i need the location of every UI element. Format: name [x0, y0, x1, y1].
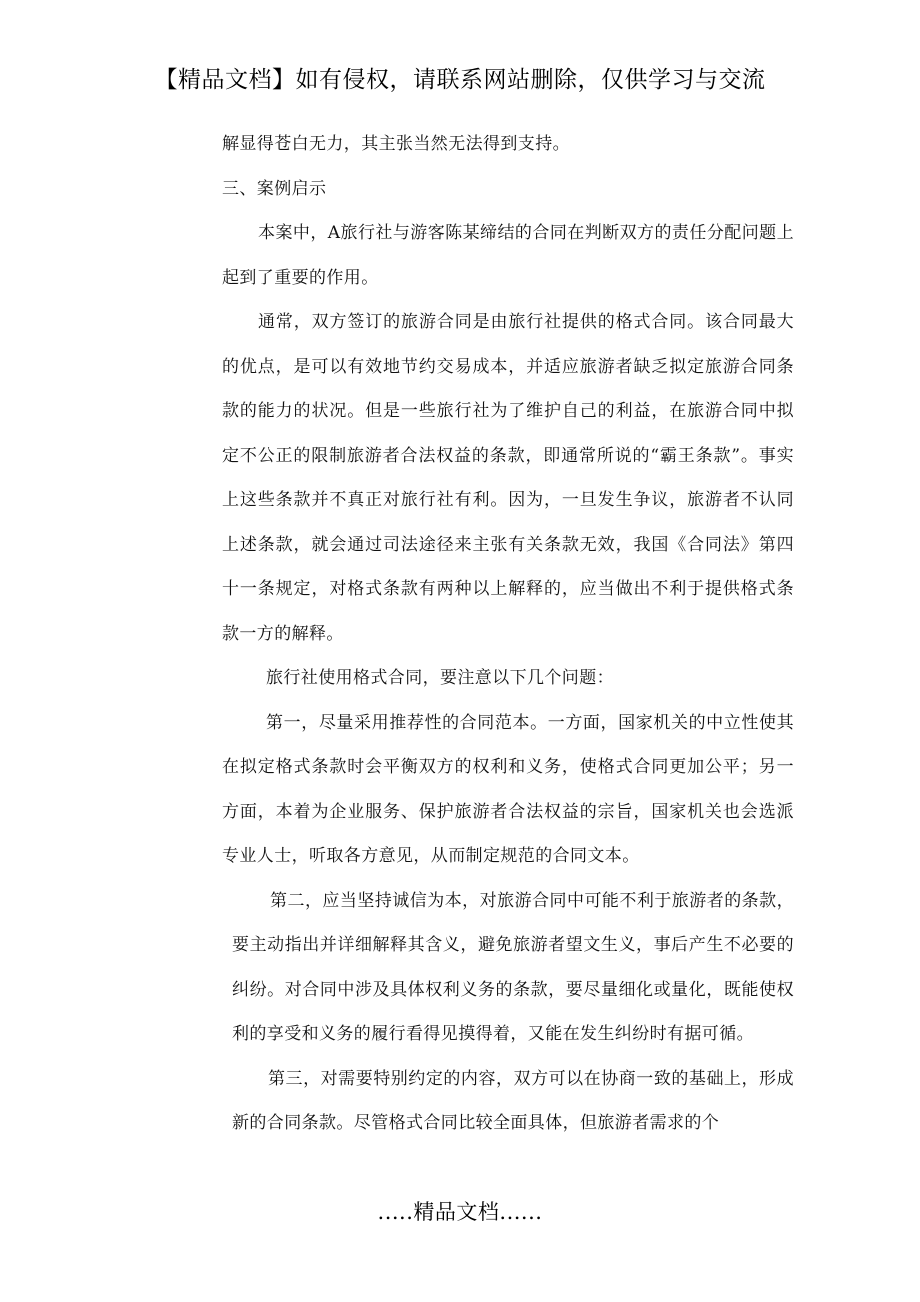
paragraph-point-three: 第三，对需要特别约定的内容，双方可以在协商一致的基础上，形成新的合同条款。尽管格式合同比较全面具体，但旅游者需求的个	[232, 1068, 794, 1133]
paragraph-continuation: 解显得苍白无力，其主张当然无法得到支持。	[222, 134, 570, 154]
paragraph-point-one: 第一，尽量采用推荐性的合同范本。一方面，国家机关的中立性使其在拟定格式条款时会平衡双方的权利和义务，使格式合同更加公平；另一方面，本着为企业服务、保护旅游者合法权益的宗旨，国家机关也会选派专业人士，听取各方意见，从而制定规范的合同文本。	[222, 712, 794, 866]
section-heading: 三、案例启示	[222, 178, 327, 199]
paragraph-issues-intro: 旅行社使用格式合同，要注意以下几个问题：	[266, 668, 614, 688]
paragraph-case-intro: 本案中，A旅行社与游客陈某缔结的合同在判断双方的责任分配问题上起到了重要的作用。	[222, 223, 794, 288]
paragraph-format-contract: 通常，双方签订的旅游合同是由旅行社提供的格式合同。该合同最大的优点，是可以有效地节约交易成本，并适应旅游者缺乏拟定旅游合同条款的能力的状况。但是一些旅行社为了维护自己的利益，在旅游合同中拟定不公正的限制旅游者合法权益的条款，即通常所说的“霸王条款”。事实上这些条款并不真正对旅行社有利。因为，一旦发生争议，旅游者不认同上述条款，就会通过司法途径来主张有关条款无效，我国《合同法》第四十一条规定，对格式条款有两种以上解释的，应当做出不利于提供格式条款一方的解释。	[222, 312, 794, 644]
page-footer: .....精品文档......	[377, 1200, 543, 1224]
document-body	[222, 122, 794, 1146]
page-header: 【精品文档】如有侵权，请联系网站删除，仅供学习与交流	[154, 67, 766, 93]
paragraph-point-two: 第二，应当坚持诚信为本，对旅游合同中可能不利于旅游者的条款，要主动指出并详细解释其含义，避免旅游者望文生义，事后产生不必要的纠纷。对合同中涉及具体权利义务的条款，要尽量细化或量化，既能使权利的享受和义务的履行看得见摸得着，又能在发生纠纷时有据可循。	[232, 890, 794, 1044]
